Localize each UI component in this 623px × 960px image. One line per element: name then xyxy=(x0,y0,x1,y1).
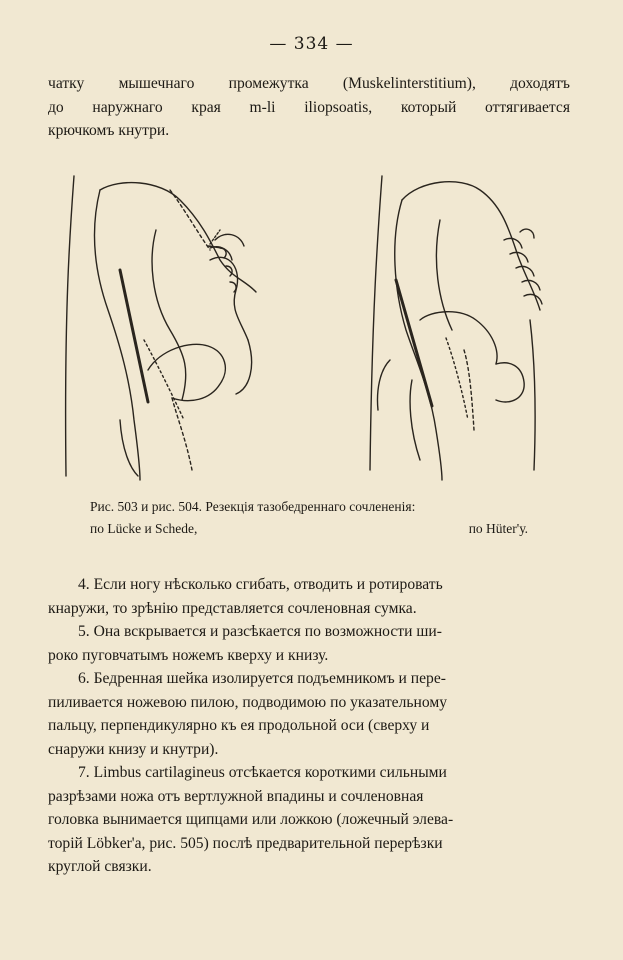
caption-line-2 xyxy=(90,518,540,540)
text-line: до наружнаго края m-li iliopsoatis, который оттягивается xyxy=(48,98,570,116)
caption-left-author: по Lücke и Schede, xyxy=(90,521,198,536)
caption-line-1: Рис. 503 и рис. 504. Резекція тазобедреннаго сочлененія: xyxy=(90,499,416,514)
text-line: пальцу, перпендикулярно къ ея продольной оси (сверху и xyxy=(48,717,430,734)
text-line: 6. Бедренная шейка изолируется подъемникомъ и пере- xyxy=(78,670,446,687)
paragraph-6 xyxy=(48,667,570,761)
text-line: кнаружи, то зрѣнію представляется сочленовная сумка. xyxy=(48,599,417,617)
body-text xyxy=(48,573,570,879)
text-line: торій Löbker'a, рис. 505) послѣ предварительной перерѣзки xyxy=(48,834,443,852)
text-line: круглой связки. xyxy=(48,858,152,875)
figure-caption xyxy=(90,496,540,540)
paragraph-4 xyxy=(48,573,570,620)
figure-503-drawing xyxy=(66,176,256,480)
caption-right-author: по Hüter'у. xyxy=(468,521,528,536)
page-number: — 334 — xyxy=(269,34,354,54)
paragraph-5 xyxy=(48,620,570,667)
text-line: снаружи книзу и кнутри). xyxy=(48,740,219,758)
intro-paragraph xyxy=(48,72,570,143)
figure-504-drawing xyxy=(370,176,542,480)
hip-resection-figures xyxy=(60,170,560,482)
paragraph-7 xyxy=(48,761,570,879)
text-line: чатку мышечнаго промежутка (Muskelinterstitium), доходятъ xyxy=(48,75,570,92)
text-line: роко пуговчатымъ ножемъ кверху и книзу. xyxy=(48,646,329,664)
text-line: 4. Если ногу нѣсколько сгибать, отводить и ротировать xyxy=(78,576,443,593)
text-line: разрѣзами ножа отъ вертлужной впадины и сочленовная xyxy=(48,787,424,805)
text-line: пиливается ножевою пилою, подводимою по указательному xyxy=(48,693,448,711)
text-line: головка вынимается щипцами или ложкою (ложечный элева- xyxy=(48,811,454,828)
text-line: крючкомъ кнутри. xyxy=(48,122,170,139)
text-line: 5. Она вскрывается и разсѣкается по возможности ши- xyxy=(78,623,442,640)
text-line: 7. Limbus cartilagineus отсѣкается короткими сильными xyxy=(78,764,447,781)
